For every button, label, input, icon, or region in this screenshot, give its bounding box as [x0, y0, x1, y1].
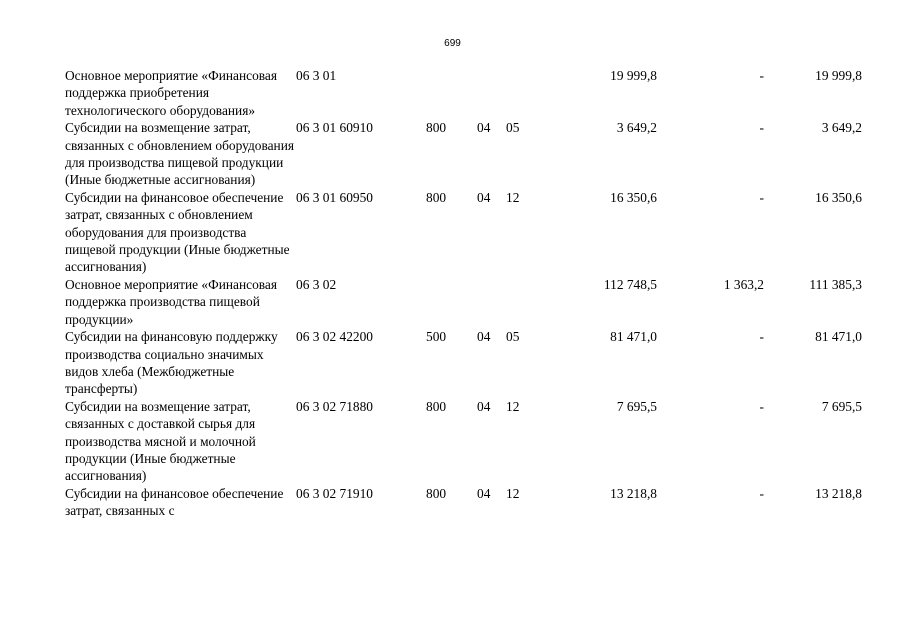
- row-vr-code: [426, 276, 477, 328]
- row-csr-code: 06 3 02 71910: [296, 485, 373, 501]
- row-sum-3: 81 471,0: [815, 329, 862, 345]
- row-name: Субсидии на финансовое обеспечение затрат, связанных с: [65, 485, 284, 519]
- page-number: 699: [444, 38, 461, 49]
- row-pr-code: 12: [506, 485, 520, 501]
- row-name: Основное мероприятие «Финансовая поддержка производства пищевой продукции»: [65, 276, 278, 327]
- row-sum-1: 7 695,5: [616, 398, 657, 414]
- row-pr-code: [506, 67, 548, 119]
- row-sum-2: -: [759, 189, 764, 205]
- row-sum-1: 112 748,5: [603, 276, 657, 292]
- row-csr-code: 06 3 02: [296, 276, 337, 292]
- row-sum-3: 3 649,2: [821, 120, 862, 136]
- row-rz-code: 04: [477, 485, 491, 501]
- row-rz-code: 04: [477, 398, 491, 414]
- row-sum-3: 19 999,8: [815, 68, 862, 83]
- row-name: Субсидии на финансовую поддержку производства социально значимых видов хлеба (Межбюджетные трансферты): [65, 329, 278, 397]
- row-sum-1: 81 471,0: [610, 329, 657, 345]
- row-sum-2: -: [759, 398, 764, 414]
- row-sum-2: -: [759, 485, 764, 501]
- row-sum-2: -: [759, 68, 764, 83]
- row-sum-3: 7 695,5: [821, 398, 862, 414]
- row-vr-code: 800: [426, 398, 447, 414]
- row-pr-code: 12: [506, 398, 520, 414]
- table-row: [65, 67, 862, 119]
- row-csr-code: 06 3 01: [296, 68, 337, 83]
- row-vr-code: 800: [426, 485, 447, 501]
- table-row: [65, 276, 862, 328]
- row-sum-2: -: [759, 329, 764, 345]
- row-rz-code: 04: [477, 329, 491, 345]
- row-vr-code: 800: [426, 120, 447, 136]
- row-sum-2: 1 363,2: [723, 276, 764, 292]
- table-row: [65, 119, 862, 189]
- table-row: [65, 485, 862, 520]
- budget-table: [65, 67, 862, 520]
- table-row: [65, 328, 862, 398]
- row-name: Субсидии на возмещение затрат, связанных с обновлением оборудования для производства пищевой продукции (Иные бюджетные ассигнования): [65, 120, 295, 188]
- row-sum-1: 13 218,8: [610, 485, 657, 501]
- table-row: [65, 398, 862, 485]
- row-pr-code: 12: [506, 189, 520, 205]
- row-sum-3: 111 385,3: [809, 276, 862, 292]
- row-name: Субсидии на финансовое обеспечение затрат, связанных с обновлением оборудования для производства пищевой продукции (Иные бюджетные ассигнования): [65, 189, 290, 275]
- row-name: Основное мероприятие «Финансовая поддержка приобретения технологического оборудования»: [65, 68, 278, 118]
- row-pr-code: 05: [506, 120, 520, 136]
- row-sum-3: 16 350,6: [815, 189, 862, 205]
- row-sum-1: 16 350,6: [610, 189, 657, 205]
- row-vr-code: 500: [426, 329, 447, 345]
- row-sum-1: 19 999,8: [610, 68, 657, 83]
- row-rz-code: 04: [477, 189, 491, 205]
- row-rz-code: 04: [477, 120, 491, 136]
- row-sum-3: 13 218,8: [815, 485, 862, 501]
- row-rz-code: [477, 276, 506, 328]
- row-csr-code: 06 3 02 71880: [296, 398, 373, 414]
- row-sum-1: 3 649,2: [616, 120, 657, 136]
- row-name: Субсидии на возмещение затрат, связанных с доставкой сырья для производства мясной и молочной продукции (Иные бюджетные ассигнования): [65, 398, 256, 484]
- row-sum-2: -: [759, 120, 764, 136]
- row-vr-code: [426, 67, 477, 119]
- table-row: [65, 189, 862, 276]
- row-csr-code: 06 3 01 60910: [296, 120, 373, 136]
- row-pr-code: [506, 276, 548, 328]
- row-csr-code: 06 3 02 42200: [296, 329, 373, 345]
- row-rz-code: [477, 67, 506, 119]
- row-pr-code: 05: [506, 329, 520, 345]
- row-csr-code: 06 3 01 60950: [296, 189, 373, 205]
- row-vr-code: 800: [426, 189, 447, 205]
